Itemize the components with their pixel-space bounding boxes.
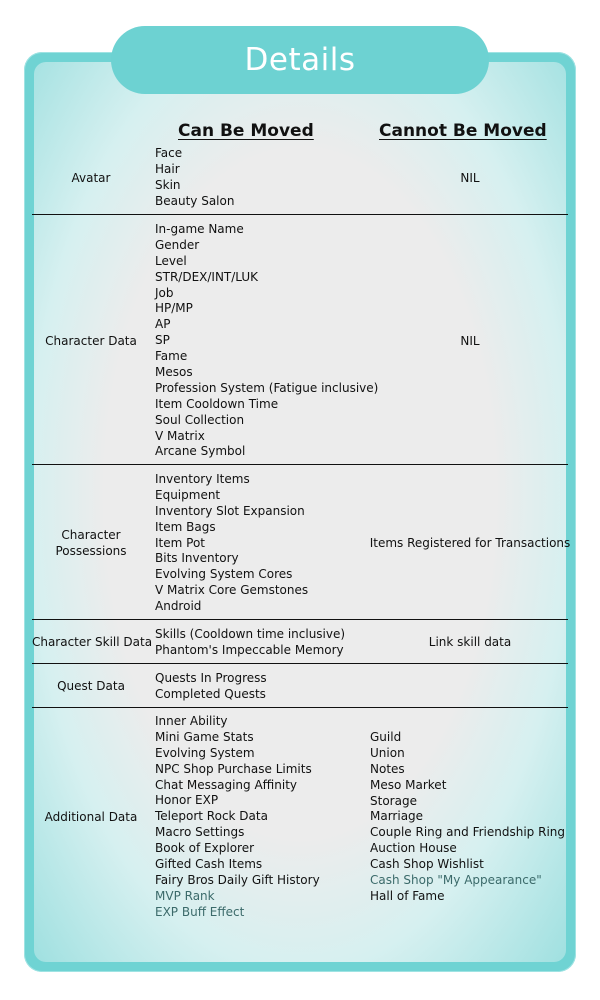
list-item: Gender — [155, 237, 200, 252]
list-item: HP/MP — [155, 301, 193, 316]
list-item: STR/DEX/INT/LUK — [155, 269, 259, 284]
list-item: EXP Buff Effect — [155, 904, 245, 919]
quest-data-can-move-list — [155, 671, 267, 703]
list-item: Couple Ring and Friendship Ring — [370, 825, 565, 840]
list-item: Skin — [155, 177, 181, 192]
list-item: Teleport Rock Data — [155, 809, 268, 824]
character-data-cannot-move: NIL — [460, 334, 480, 348]
list-item: Hall of Fame — [370, 888, 445, 903]
row-label-additional-data: Additional Data — [44, 810, 138, 824]
list-item: Mesos — [155, 365, 193, 380]
list-item: MVP Rank — [155, 888, 215, 903]
row-divider — [32, 663, 568, 664]
list-item: In-game Name — [155, 222, 244, 236]
list-item: Skills (Cooldown time inclusive) — [155, 627, 346, 641]
list-item: Quests In Progress — [155, 671, 267, 685]
list-item: Equipment — [155, 487, 221, 502]
row-label-avatar: Avatar — [71, 171, 111, 185]
list-item: Arcane Symbol — [155, 444, 246, 459]
quest-data-cannot-move — [370, 670, 570, 702]
list-item: Cash Shop Wishlist — [370, 857, 484, 872]
row-label-quest-data: Quest Data — [57, 679, 125, 693]
list-item: Notes — [370, 761, 405, 776]
list-item: Inventory Items — [155, 472, 250, 486]
list-item: Profession System (Fatigue inclusive) — [155, 380, 379, 395]
list-item: Marriage — [370, 809, 424, 824]
list-item: Chat Messaging Affinity — [155, 777, 297, 792]
row-divider — [32, 464, 568, 465]
list-item: Bits Inventory — [155, 551, 239, 566]
list-item: Macro Settings — [155, 825, 245, 840]
list-item: Evolving System — [155, 745, 255, 760]
row-label-character-possessions: Character Possessions — [55, 528, 127, 558]
list-item: Level — [155, 253, 187, 268]
avatar-can-move-list — [155, 146, 234, 210]
list-item: Mini Game Stats — [155, 729, 254, 744]
character-possessions-can-move-list — [155, 472, 308, 615]
list-item: Soul Collection — [155, 412, 245, 427]
list-item: Meso Market — [370, 777, 447, 792]
avatar-cannot-move: NIL — [460, 171, 480, 185]
additional-data-cannot-move-list — [370, 730, 565, 905]
list-item: Item Pot — [155, 535, 205, 550]
list-item: Honor EXP — [155, 793, 219, 808]
list-item: Completed Quests — [155, 686, 266, 701]
page-title: Details — [111, 26, 489, 94]
list-item: V Matrix — [155, 428, 205, 443]
list-item: Inventory Slot Expansion — [155, 503, 305, 518]
header-can-be-moved: Can Be Moved — [178, 121, 314, 141]
list-item: Item Bags — [155, 519, 216, 534]
list-item: Storage — [370, 793, 417, 808]
list-item: Guild — [370, 730, 402, 744]
character-data-can-move-list — [155, 222, 378, 460]
row-divider — [32, 214, 568, 215]
additional-data-can-move-list — [155, 714, 320, 921]
list-item: Gifted Cash Items — [155, 857, 263, 872]
list-item: Auction House — [370, 841, 457, 856]
row-label-character-data: Character Data — [45, 334, 137, 348]
list-item: Phantom's Impeccable Memory — [155, 642, 344, 657]
list-item: V Matrix Core Gemstones — [155, 583, 309, 598]
character-possessions-cannot-move: Items Registered for Transactions — [369, 536, 571, 550]
list-item: Fame — [155, 349, 188, 364]
row-label-character-skill-data: Character Skill Data — [31, 635, 153, 649]
list-item: Union — [370, 745, 405, 760]
row-divider — [32, 619, 568, 620]
list-item: NPC Shop Purchase Limits — [155, 761, 312, 776]
list-item: Hair — [155, 161, 180, 176]
list-item: SP — [155, 333, 170, 348]
character-skill-data-can-move-list — [155, 627, 345, 659]
character-skill-data-cannot-move: Link skill data — [428, 635, 512, 649]
list-item: Beauty Salon — [155, 193, 235, 208]
list-item: Item Cooldown Time — [155, 396, 279, 411]
list-item: Book of Explorer — [155, 841, 255, 856]
list-item: AP — [155, 317, 171, 332]
list-item: Job — [155, 285, 174, 300]
list-item: Inner Ability — [155, 714, 228, 728]
list-item: Face — [155, 146, 183, 160]
row-divider — [32, 707, 568, 708]
header-cannot-be-moved: Cannot Be Moved — [379, 121, 547, 141]
list-item: Fairy Bros Daily Gift History — [155, 872, 320, 887]
list-item: Cash Shop "My Appearance" — [370, 873, 542, 888]
list-item: Android — [155, 599, 202, 614]
list-item: Evolving System Cores — [155, 567, 293, 582]
